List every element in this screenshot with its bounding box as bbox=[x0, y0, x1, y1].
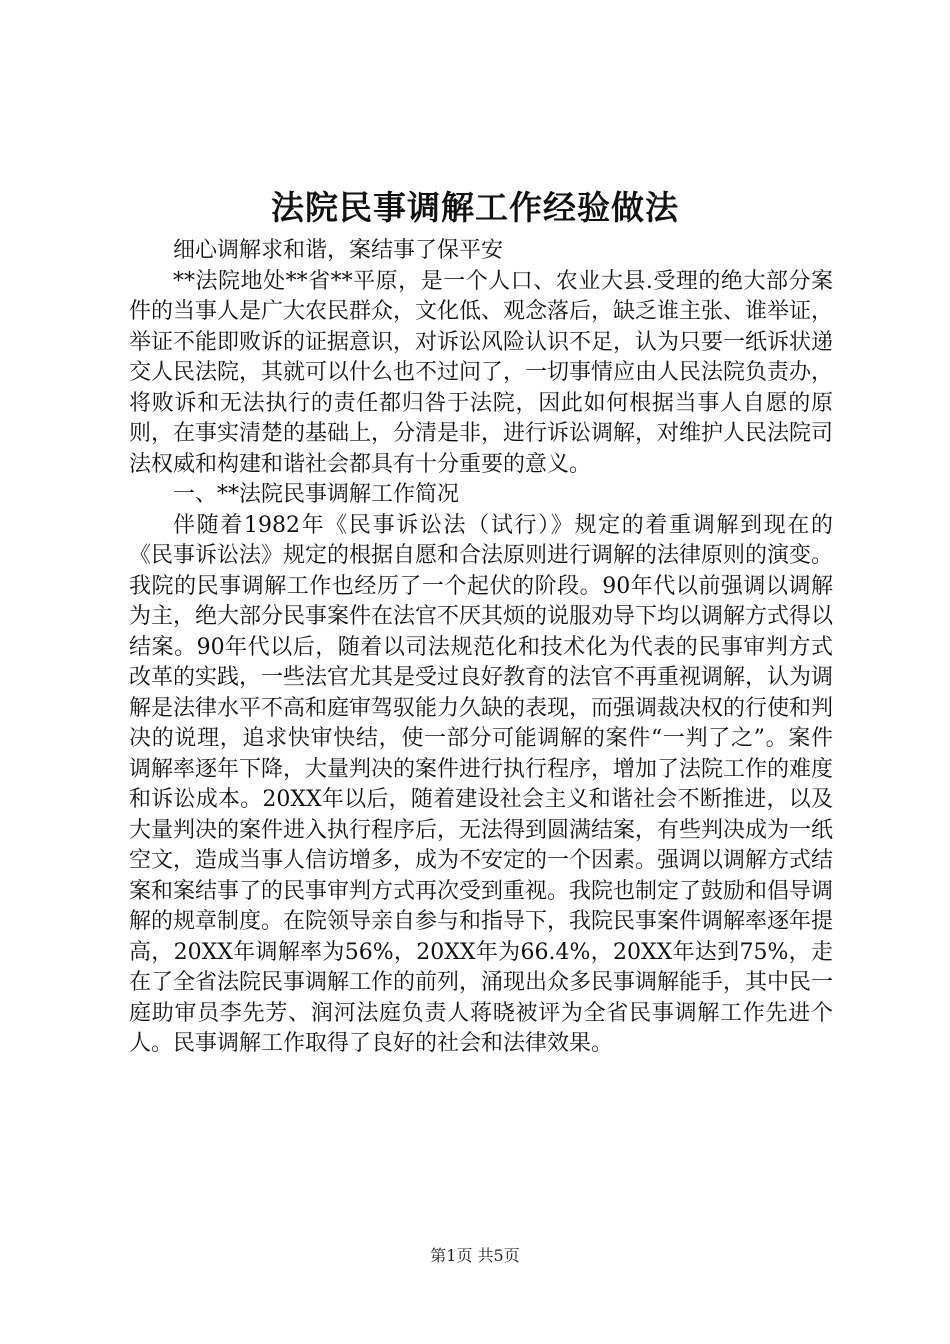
section-paragraph: 伴随着1982年《民事诉讼法（试行）》规定的着重调解到现在的《民事诉讼法》规定的根据自愿和合法原则进行调解的法律原则的演变。我院的民事调解工作也经历了一个起伏的阶段。90年代以前强调以调解为主，绝大部分民事案件在法官不厌其烦的说服劝导下均以调解方式得以结案。90年代以后，随着以司法规范化和技术化为代表的民事审判方式改革的实践，一些法官尤其是受过良好教育的法官不再重视调解，认为调解是法律水平不高和庭审驾驭能力久缺的表现，而强调裁决权的行使和判决的说理，追求快审快结，使一部分可能调解的案件“一判了之”。案件调解率逐年下降，大量判决的案件进行执行程序，增加了法院工作的难度和诉讼成本。20XX年以后，随着建设社会主义和谐社会不断推进，以及大量判决的案件进入执行程序后，无法得到圆满结案，有些判决成为一纸空文，造成当事人信访增多，成为不安定的一个因素。强调以调解方式结案和案结事了的民事审判方式再次受到重视。我院也制定了鼓励和倡导调解的规章制度。在院领导亲自参与和指导下，我院民事案件调解率逐年提高，20XX年调解率为56%，20XX年为66.4%，20XX年达到75%，走在了全省法院民事调解工作的前列，涌现出众多民事调解能手，其中民一庭助审员李先芳、润河法庭负责人蒋晓被评为全省民事调解工作先进个人。民事调解工作取得了良好的社会和法律效果。 bbox=[129, 512, 834, 1056]
page-number-footer: 第1页 共5页 bbox=[430, 1246, 520, 1265]
section-heading: 一、**法院民事调解工作简况 bbox=[173, 482, 460, 507]
subtitle-paragraph: 细心调解求和谐，案结事了保平安 bbox=[173, 238, 504, 263]
document-title: 法院民事调解工作经验做法 bbox=[271, 188, 679, 227]
document-body bbox=[129, 236, 833, 1060]
intro-paragraph: **法院地处**省**平原，是一个人口、农业大县.受理的绝大部分案件的当事人是广大农民群众，文化低、观念落后，缺乏谁主张、谁举证，举证不能即败诉的证据意识，对诉讼风险认识不足，认为只要一纸诉状递交人民法院，其就可以什么也不过问了，一切事情应由人民法院负责办，将败诉和无法执行的责任都归咎于法院，因此如何根据当事人自愿的原则，在事实清楚的基础上，分清是非，进行诉讼调解，对维护人民法院司法权威和构建和谐社会都具有十分重要的意义。 bbox=[129, 268, 834, 477]
